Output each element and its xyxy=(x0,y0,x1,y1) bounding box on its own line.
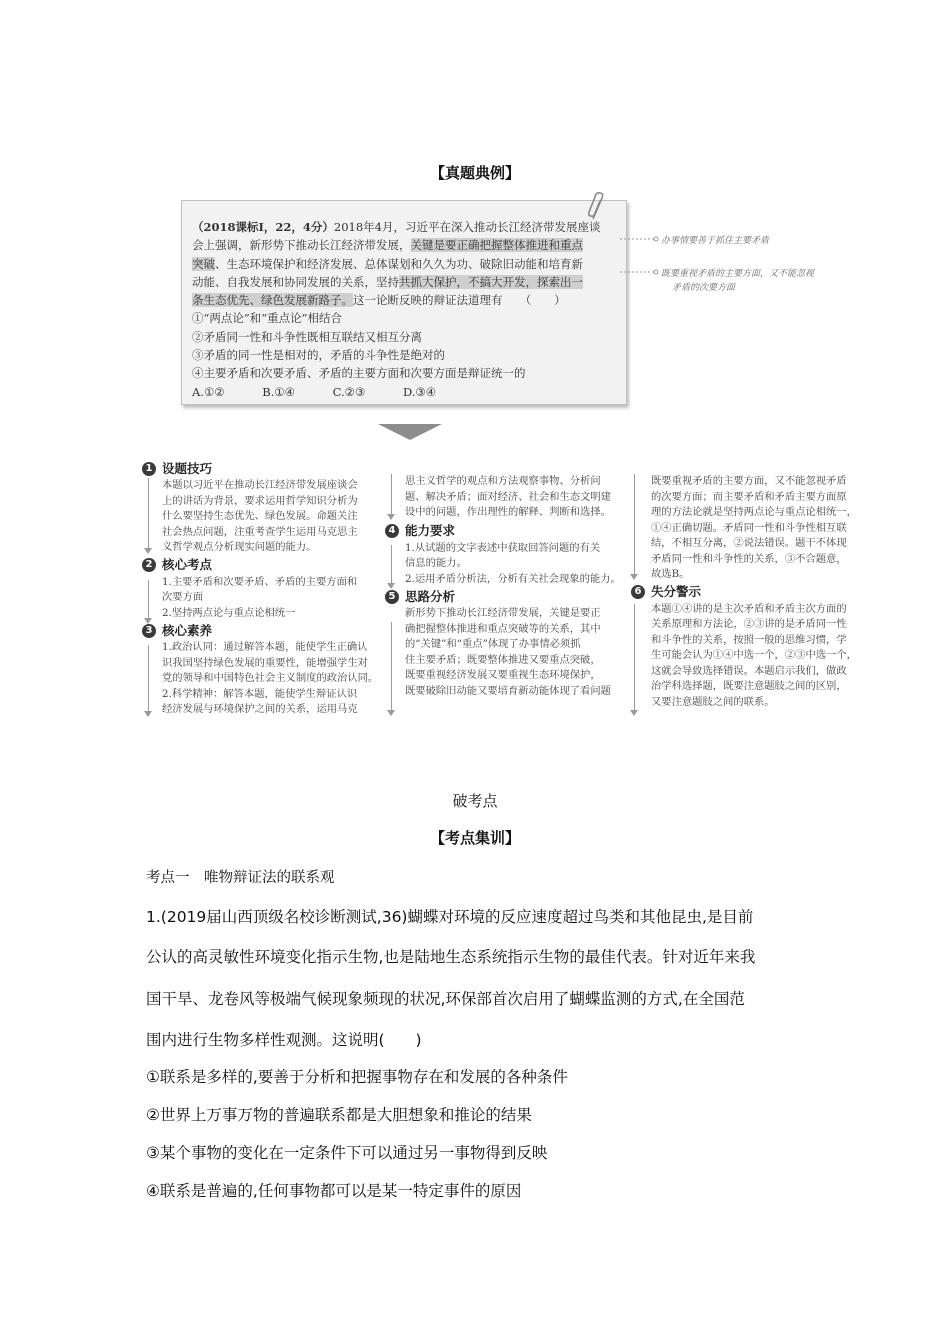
card-option-3: ③矛盾的同一性是相对的，矛盾的斗争性是绝对的 xyxy=(192,348,445,363)
guide-arrow-icon xyxy=(144,618,152,624)
analysis-column-3 xyxy=(634,474,857,710)
card-source: （2018课标Ⅰ，22，4分） xyxy=(192,220,334,234)
question-line-3: 国干旱、龙卷风等极端气候现象频现的状况,环保部首次启用了蝴蝶监测的方式,在全国范 xyxy=(146,990,745,1008)
text-line: 2.坚持两点论与重点论相统一 xyxy=(162,606,296,619)
analysis-column-1 xyxy=(145,459,379,718)
topic-title: 考点一 唯物辩证法的联系观 xyxy=(146,870,335,886)
text-line: 的“关键”和“重点”体现了办事情必须抓 xyxy=(405,638,581,650)
annotation-leaders xyxy=(620,228,660,278)
text-line: 矛盾同一性和斗争性的关系，③不合题意， xyxy=(651,552,847,565)
text-line: 2.运用矛盾分析法，分析有关社会现象的能力。 xyxy=(405,572,621,585)
analysis-column-2 xyxy=(388,474,621,699)
number-badge-icon: 3 xyxy=(142,624,156,638)
guide-line xyxy=(148,645,149,713)
number-badge-icon: 6 xyxy=(631,585,645,599)
guide-arrow-icon xyxy=(387,514,395,520)
text-line: 理的方法论就是坚持两点论与重点论相统一， xyxy=(651,506,857,518)
text-line: 信息的能力。 xyxy=(405,557,467,569)
text-line: 既要重视矛盾的主要方面，又不能忽视矛盾 xyxy=(651,475,847,487)
text-line: 结，不相互分离，②说法错误。题干不体现 xyxy=(651,537,847,549)
down-arrow-icon xyxy=(378,424,442,440)
text-line: 义哲学观点分析现实问题的能力。 xyxy=(162,541,317,553)
card-line-4: 动能、自我发展和协同发展的关系，坚持共抓大保护，不搞大开发，探索出一 xyxy=(192,274,583,289)
text-line: 思主义哲学的观点和方法观察事物、分析问 xyxy=(405,475,601,487)
guide-arrow-icon xyxy=(144,711,152,717)
text-line: 题、解决矛盾；面对经济、社会和生态文明建 xyxy=(405,490,611,503)
guide-arrow-icon xyxy=(144,548,152,554)
question-option-1: ①联系是多样的,要善于分析和把握事物存在和发展的各种条件 xyxy=(146,1068,568,1086)
text-line: 既要重视经济发展又要重视生态环境保护， xyxy=(405,669,601,681)
card-option-4: ④主要矛盾和次要矛盾、矛盾的主要方面和次要方面是辩证统一的 xyxy=(192,366,526,381)
text-line: 治学科选择题，既要注意题肢之间的区别， xyxy=(651,680,847,692)
training-heading: 【考点集训】 xyxy=(429,829,520,847)
answer-c: C.②③ xyxy=(332,384,366,399)
text-line: 1.从试题的文字表述中获取回答问题的有关 xyxy=(405,541,601,554)
card-line-3: 突破、生态环境保护和经济发展、总体谋划和久久为功、破除旧动能和培育新 xyxy=(192,256,583,271)
guide-arrow-icon xyxy=(630,574,638,580)
text-line: 既要破除旧动能又要培育新动能体现了看问题 xyxy=(405,684,611,697)
number-badge-icon: 4 xyxy=(385,524,399,538)
highlight-policy: 共抓大保护，不搞大开发，探索出一 xyxy=(399,274,583,289)
text-line: 次要方面 xyxy=(162,591,204,603)
text-line: 本题①④讲的是主次矛盾和矛盾主次方面的 xyxy=(651,602,847,615)
card-option-1: ①“两点论”和“重点论”相结合 xyxy=(192,311,343,326)
guide-line xyxy=(634,474,635,576)
text-line: 1.政治认同：通过解答本题，能使学生正确认 xyxy=(162,641,368,653)
example-card xyxy=(181,200,627,405)
guide-line xyxy=(634,604,635,712)
text-line: 上的讲话为背景，要求运用哲学知识分析为 xyxy=(162,494,358,507)
card-line-1: （2018课标Ⅰ，22，4分）2018年4月，习近平在深入推动长江经济带发展座谈 xyxy=(192,220,601,234)
text-line: 这就会导致选择错误。本题启示我们，做政 xyxy=(651,664,847,677)
annotation-2a: 既要重视矛盾的主要方面，又不能忽视 xyxy=(661,269,815,279)
text-line: 和斗争性的关系，按照一般的思维习惯，学 xyxy=(651,633,847,646)
section-heading-1: 1 设题技巧 xyxy=(142,459,378,478)
guide-arrow-icon xyxy=(387,583,395,589)
guide-arrow-icon xyxy=(387,710,395,716)
question-line-4: 围内进行生物多样性观测。这说明( ) xyxy=(146,1031,422,1049)
section-heading-2: 2 核心考点 xyxy=(142,556,378,575)
number-badge-icon: 1 xyxy=(142,462,156,476)
text-line: 确把握整体推进和重点突破等的关系，其中 xyxy=(405,622,601,635)
number-badge-icon: 2 xyxy=(142,558,156,572)
question-line-1: 1.(2019届山西顶级名校诊断测试,36)蝴蝶对环境的反应速度超过鸟类和其他昆虫,是目前 xyxy=(146,908,754,926)
guide-line xyxy=(391,622,392,712)
guide-line xyxy=(148,580,149,620)
card-line-2: 会上强调，新形势下推动长江经济带发展，关键是要正确把握整体推进和重点 xyxy=(192,238,583,253)
text-line: 的次要方面；而主要矛盾和矛盾主要方面原 xyxy=(651,490,847,503)
example-heading: 【真题典例】 xyxy=(429,164,520,182)
answer-a: A.①② xyxy=(192,384,225,399)
annotation-1: 办事情要善于抓住主要矛盾 xyxy=(661,236,770,246)
text-line: 设中的问题，作出理性的解释、判断和选择。 xyxy=(405,506,611,518)
text-line: 住主要矛盾；既要整体推进又要重点突破， xyxy=(405,653,601,666)
card-option-2: ②矛盾同一性和斗争性既相互联结又相互分离 xyxy=(192,329,422,344)
section-heading-4: 4 能力要求 xyxy=(385,522,621,541)
guide-line xyxy=(148,478,149,550)
section-heading-3: 3 核心素养 xyxy=(142,621,378,640)
text-line: 故选B。 xyxy=(651,568,690,580)
annotation-2b: 矛盾的次要方面 xyxy=(672,283,736,293)
section-heading-6: 6 失分警示 xyxy=(631,583,857,602)
text-line: 党的领导和中国特色社会主义制度的政治认同。 xyxy=(162,672,379,684)
card-answers xyxy=(192,383,626,401)
text-line: ①④正确切题。矛盾同一性和斗争性相互联 xyxy=(651,521,847,534)
text-line: 社会热点问题，注重考查学生运用马克思主 xyxy=(162,525,358,538)
guide-line xyxy=(391,474,392,516)
answer-b: B.①④ xyxy=(262,384,295,399)
answer-d: D.③④ xyxy=(402,384,437,399)
text-line: 2.科学精神：解答本题，能使学生辩证认识 xyxy=(162,687,358,700)
section-heading-5: 5 思路分析 xyxy=(385,587,621,606)
paperclip-icon xyxy=(587,192,607,222)
text-line: 经济发展与环境保护之间的关系，运用马克 xyxy=(162,703,358,715)
text-line: 1.主要矛盾和次要矛盾、矛盾的主要方面和 xyxy=(162,575,358,588)
text-line: 什么要坚持生态优先、绿色发展。命题关注 xyxy=(162,510,358,522)
text-line: 新形势下推动长江经济带发展，关键是要正 xyxy=(405,607,601,619)
question-option-2: ②世界上万事万物的普遍联系都是大胆想象和推论的结果 xyxy=(146,1106,532,1124)
question-option-3: ③某个事物的变化在一定条件下可以通过另一事物得到反映 xyxy=(146,1144,548,1162)
text-line: 关系原理和方法论，②③讲的是矛盾同一性 xyxy=(651,618,847,630)
text-line: 本题以习近平在推动长江经济带发展座谈会 xyxy=(162,479,358,491)
text-line: 生可能会认为①④中选一个，②③中选一个， xyxy=(651,649,857,661)
question-option-4: ④联系是普遍的,任何事物都可以是某一特定事件的原因 xyxy=(146,1182,522,1200)
number-badge-icon: 5 xyxy=(385,590,399,604)
highlight-key: 关键是要正确把握整体推进和重点 xyxy=(410,238,583,253)
guide-arrow-icon xyxy=(630,710,638,716)
text-line: 又要注意题肢之间的联系。 xyxy=(651,695,775,708)
section-title: 破考点 xyxy=(452,792,498,810)
card-line-5: 条生态优先、绿色发展新路子。这一论断反映的辩证法道理有 （ ） xyxy=(192,293,566,308)
text-line: 识我国坚持绿色发展的重要性，能增强学生对 xyxy=(162,656,368,669)
guide-line xyxy=(391,545,392,585)
question-line-2: 公认的高灵敏性环境变化指示生物,也是陆地生态系统指示生物的最佳代表。针对近年来我 xyxy=(146,948,756,966)
